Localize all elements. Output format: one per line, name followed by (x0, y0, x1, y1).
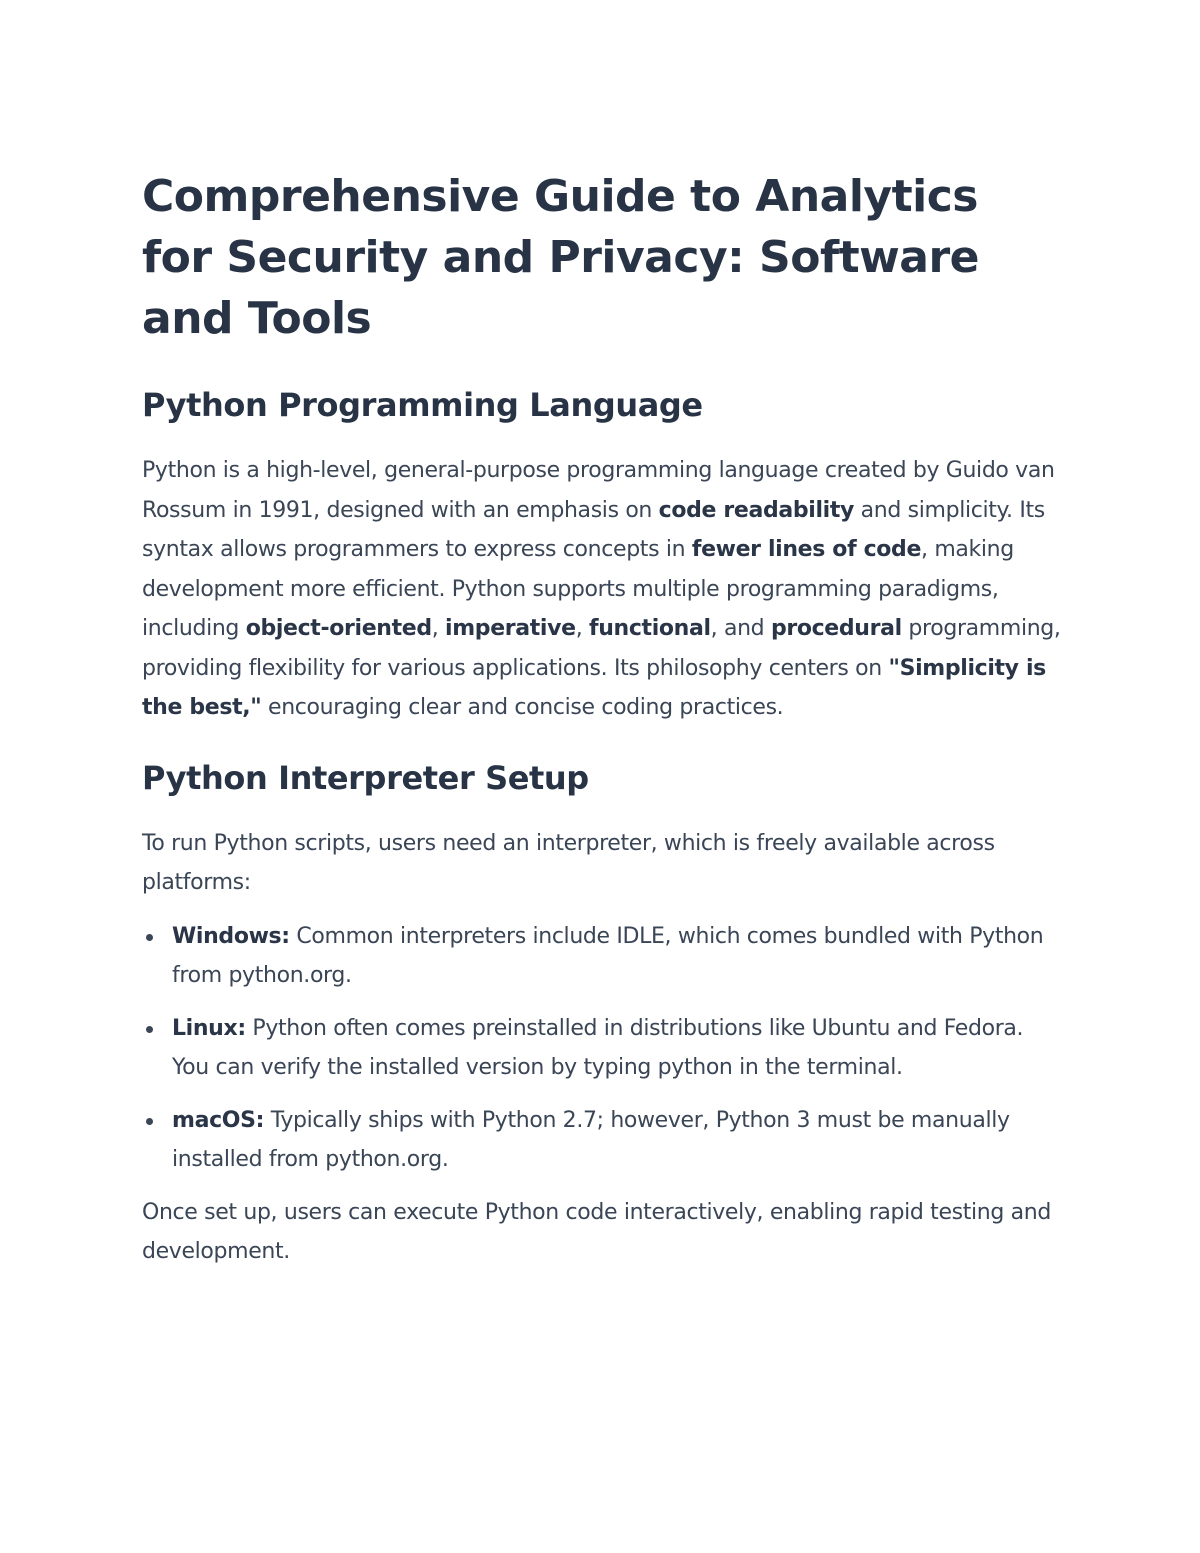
platform-label: Windows: (172, 923, 290, 949)
bullet-icon (146, 1118, 153, 1125)
emphasis-fewer-lines: fewer lines of code (691, 537, 922, 562)
platform-list (142, 917, 1062, 1180)
emphasis-functional: functional (588, 616, 711, 641)
paragraph-interpreter-intro: To run Python scripts, users need an interpreter, which is freely available across platforms: (142, 830, 995, 895)
emphasis-procedural: procedural (770, 616, 902, 641)
platform-label: Linux: (172, 1015, 246, 1041)
bullet-icon (146, 1026, 153, 1033)
platform-label: macOS: (172, 1107, 265, 1133)
emphasis-imperative: imperative (445, 616, 576, 641)
paragraph-interpreter-outro: Once set up, users can execute Python code interactively, enabling rapid testing and development. (142, 1199, 1051, 1264)
emphasis-simplicity-quote: "Simplicity is the best," (142, 655, 1046, 720)
document-page (142, 166, 1062, 1272)
section-heading-python-language: Python Programming Language (142, 386, 703, 424)
platform-text: Typically ships with Python 2.7; however, Python 3 must be manually installed from python.org. (172, 1107, 1010, 1172)
emphasis-object-oriented: object-oriented (245, 616, 432, 641)
paragraph-python-overview: Python is a high-level, general-purpose programming language created by Guido van Rossum in 1991, designed with an emphasis on code readability and simplicity. Its syntax allows programmers to express concepts in fewer lines of code, making development more efficient. Python supports multiple programming paradigms, including object-oriented, imperative, functional, and procedural programming, providing flexibility for various applications. Its philosophy centers on "Simplicity is the best," encouraging clear and concise coding practices. (142, 458, 1061, 720)
list-item-macos (172, 1101, 1062, 1180)
platform-text: Python often comes preinstalled in distributions like Ubuntu and Fedora. You can verify the installed version by typing python in the terminal. (172, 1015, 1024, 1080)
section-heading-interpreter-setup: Python Interpreter Setup (142, 758, 589, 797)
list-item-windows (172, 917, 1062, 996)
list-item-linux (172, 1009, 1062, 1088)
document-title: Comprehensive Guide to Analytics for Security and Privacy: Software and Tools (142, 171, 980, 344)
platform-text: Common interpreters include IDLE, which comes bundled with Python from python.org. (172, 923, 1044, 988)
emphasis-code-readability: code readability (658, 497, 854, 523)
bullet-icon (146, 934, 153, 941)
